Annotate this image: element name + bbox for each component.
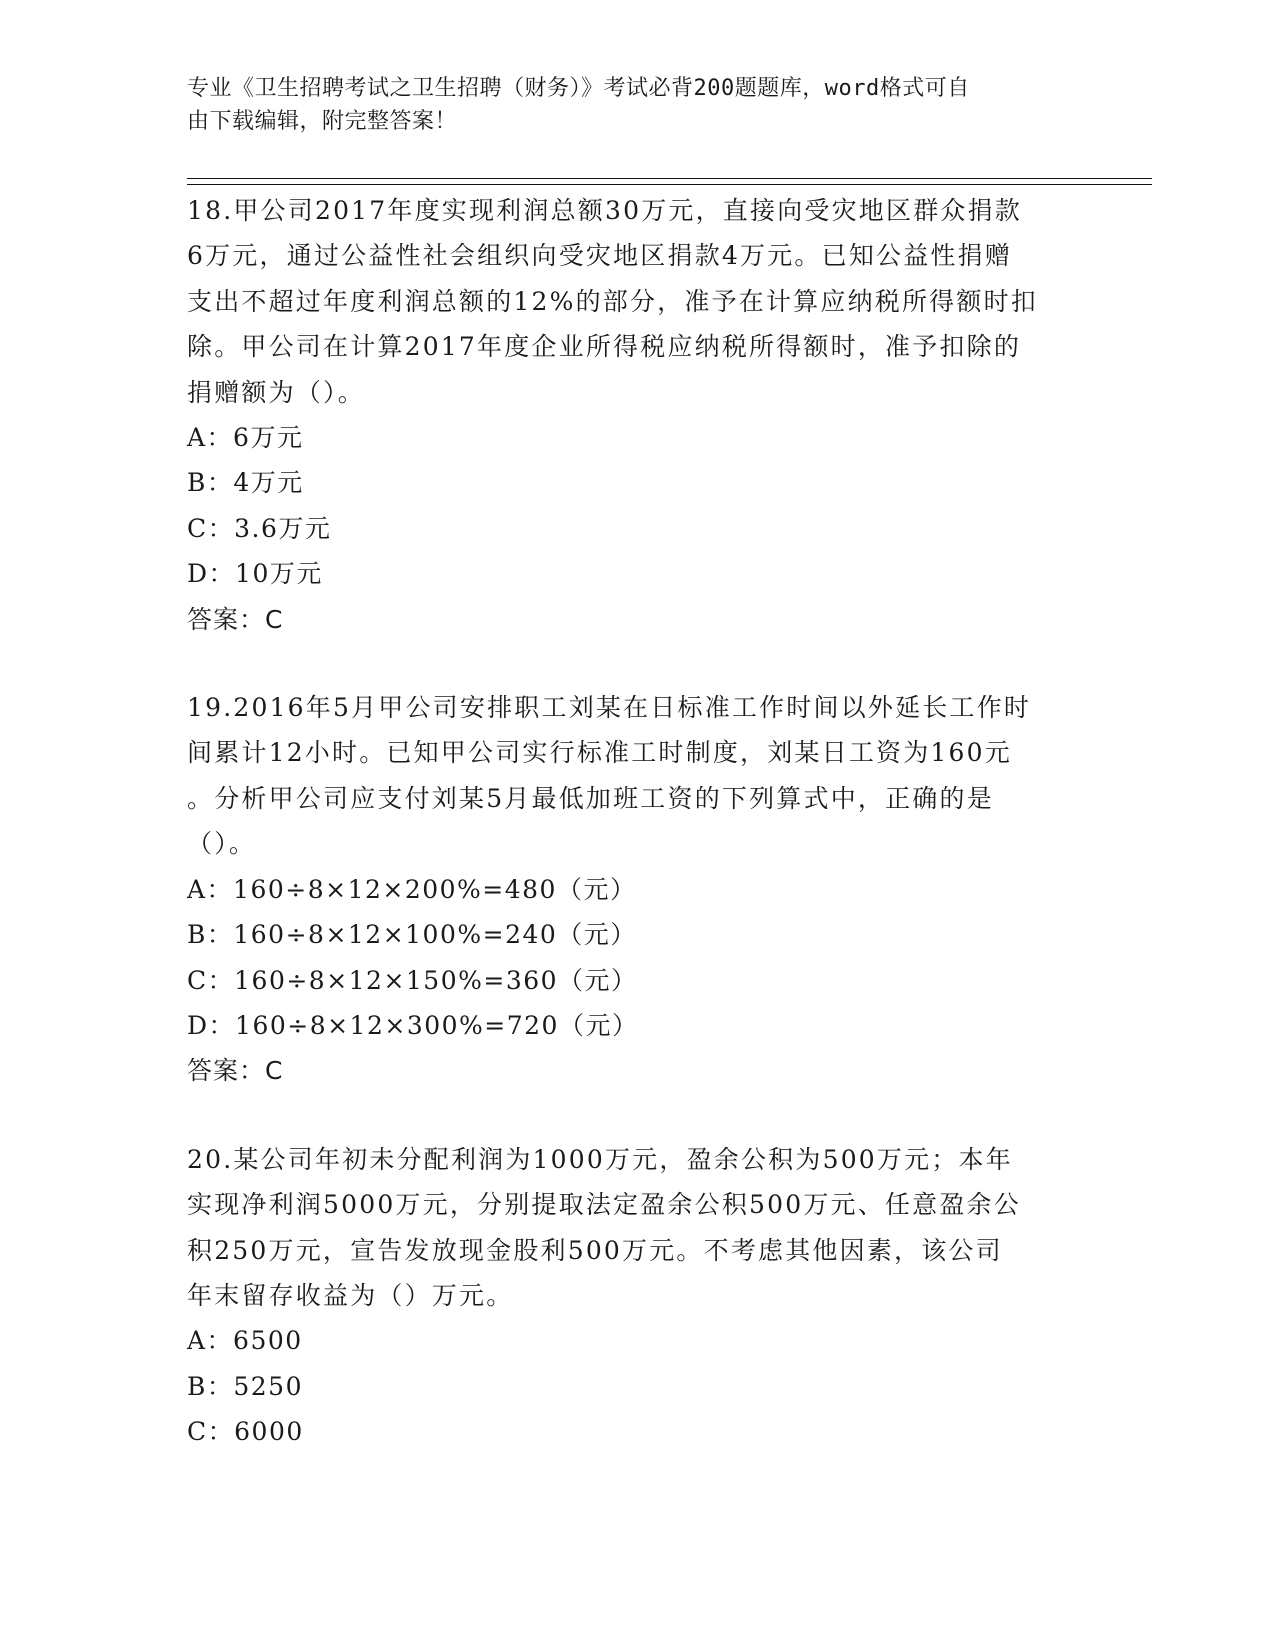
question-text-line: 实现净利润5000万元，分别提取法定盈余公积500万元、任意盈余公	[187, 1190, 1021, 1220]
question-text-line: 除。甲公司在计算2017年度企业所得税应纳税所得额时，准予扣除的	[187, 332, 1022, 362]
answer-label: 答案：C	[187, 604, 284, 634]
header-divider-top	[187, 178, 1152, 179]
question-text	[187, 685, 1087, 867]
question-text-line: （）。	[187, 829, 257, 859]
option-b: B：5250	[187, 1371, 303, 1401]
question-text-line: 19.2016年5月甲公司安排职工刘某在日标准工作时间以外延长工作时	[187, 693, 1032, 723]
answer-label: 答案：C	[187, 1056, 284, 1086]
question-text-line: 年末留存收益为（）万元。	[187, 1280, 514, 1310]
question-text-line: 支出不超过年度利润总额的12%的部分，准予在计算应纳税所得额时扣	[187, 286, 1038, 316]
question-text-line: 。分析甲公司应支付刘某5月最低加班工资的下列算式中，正确的是	[187, 783, 994, 813]
header-line-1: 专业《卫生招聘考试之卫生招聘（财务）》考试必背200题题库，word格式可自	[187, 76, 970, 101]
option-a: A：160÷8×12×200%=480（元）	[187, 874, 637, 904]
option-b: B：160÷8×12×100%=240（元）	[187, 920, 637, 950]
spacer	[187, 642, 1087, 685]
question-text-line: 18.甲公司2017年度实现利润总额30万元，直接向受灾地区群众捐款	[187, 196, 1022, 225]
question-text-line: 20.某公司年初未分配利润为1000万元，盈余公积为500万元；本年	[187, 1144, 1013, 1174]
option-a: A：6万元	[187, 423, 304, 453]
question-18	[187, 188, 1087, 642]
question-text-line: 6万元，通过公益性社会组织向受灾地区捐款4万元。已知公益性捐赠	[187, 241, 1013, 271]
question-19	[187, 685, 1087, 1094]
option-c: C：3.6万元	[187, 513, 332, 543]
question-text-line: 捐赠额为（）。	[187, 377, 365, 407]
question-text-line: 积250万元，宣告发放现金股利500万元。不考虑其他因素，该公司	[187, 1235, 1003, 1265]
option-a: A：6500	[187, 1326, 303, 1356]
question-text	[187, 188, 1087, 415]
question-text	[187, 1137, 1087, 1319]
option-d: D：10万元	[187, 559, 323, 589]
header-line-2: 由下载编辑，附完整答案！	[187, 109, 458, 134]
option-c: C：6000	[187, 1417, 304, 1447]
header-divider-bottom	[187, 184, 1152, 185]
document-header	[187, 72, 1067, 138]
question-20	[187, 1137, 1087, 1455]
spacer	[187, 1094, 1087, 1137]
option-b: B：4万元	[187, 468, 304, 498]
question-list	[187, 188, 1087, 1455]
option-c: C：160÷8×12×150%=360（元）	[187, 965, 638, 995]
option-d: D：160÷8×12×300%=720（元）	[187, 1010, 639, 1040]
question-text-line: 间累计12小时。已知甲公司实行标准工时制度，刘某日工资为160元	[187, 738, 1012, 768]
